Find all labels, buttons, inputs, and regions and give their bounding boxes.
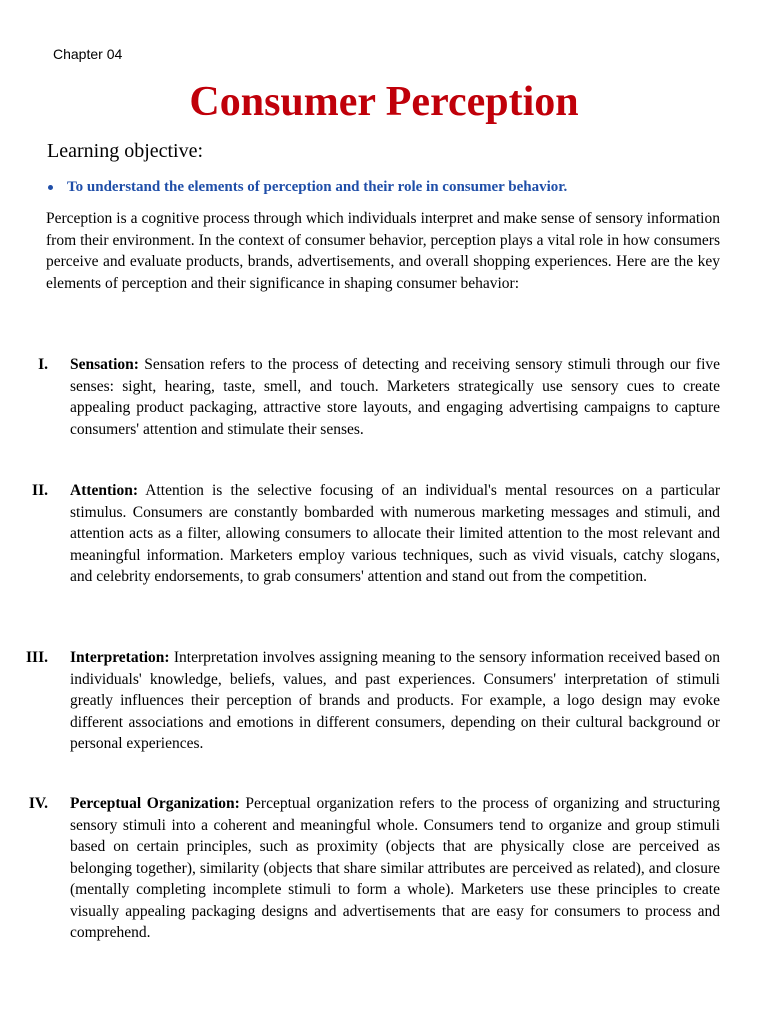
chapter-label: Chapter 04 [53, 46, 123, 62]
learning-objective-text: To understand the elements of perception and their role in consumer behavior. [67, 179, 568, 195]
element-term: Perceptual Organization: [70, 795, 240, 812]
bullet-icon [48, 185, 53, 190]
element-body [70, 793, 720, 944]
element-text: Attention is the selective focusing of an individual's mental resources on a particular stimulus. Consumers are constantly bombarded with numerous marketing messages and stimuli, and attention acts as a filter, allowing consumers to allocate their limited attention to the most relevant and meaningful information. Marketers employ various techniques, such as vivid visuals, catchy slogans, and celebrity endorsements, to grab consumers' attention and stand out from the competition. [70, 482, 720, 585]
element-text: Interpretation involves assigning meaning to the sensory information received based on individuals' knowledge, beliefs, values, and past experiences. Consumers' interpretation of stimuli greatly influences their perception of brands and products. For example, a logo design may evoke different associations and emotions in different consumers, depending on their cultural background or personal experiences. [70, 649, 720, 752]
element-numeral: I. [38, 356, 48, 373]
intro-paragraph: Perception is a cognitive process through which individuals interpret and make sense of sensory information from their environment. In the context of consumer behavior, perception plays a vital role in how consumers perceive and evaluate products, brands, advertisements, and overall shopping experiences. Here are the key elements of perception and their significance in shaping consumer behavior: [46, 210, 720, 292]
element-text: Perceptual organization refers to the process of organizing and structuring sensory stimuli into a coherent and meaningful whole. Consumers tend to organize and group stimuli based on certain principles, such as proximity (objects that are physically close are perceived as belonging together), similarity (objects that share similar attributes are perceived as related), and closure (mentally completing incomplete stimuli to form a whole). Marketers use these principles to create visually appealing packaging designs and advertisements that are easy for consumers to process and comprehend. [70, 795, 720, 941]
element-numeral: III. [26, 649, 48, 666]
element-text: Sensation refers to the process of detecting and receiving sensory stimuli through our five senses: sight, hearing, taste, smell, and touch. Marketers strategically use sensory cues to create appealing product packaging, attractive store layouts, and engaging advertising campaigns to capture consumers' attention and stimulate their senses. [70, 356, 720, 438]
learning-objective-heading: Learning objective: [47, 140, 204, 162]
page-title: Consumer Perception [189, 79, 579, 125]
element-body [70, 354, 720, 440]
element-term: Interpretation: [70, 649, 170, 666]
element-numeral: IV. [28, 795, 48, 812]
learning-objective-item [48, 179, 567, 196]
element-body [70, 480, 720, 588]
element-term: Attention: [70, 482, 139, 499]
element-term: Sensation: [70, 356, 139, 373]
element-numeral: II. [32, 482, 48, 499]
element-body [70, 647, 720, 755]
